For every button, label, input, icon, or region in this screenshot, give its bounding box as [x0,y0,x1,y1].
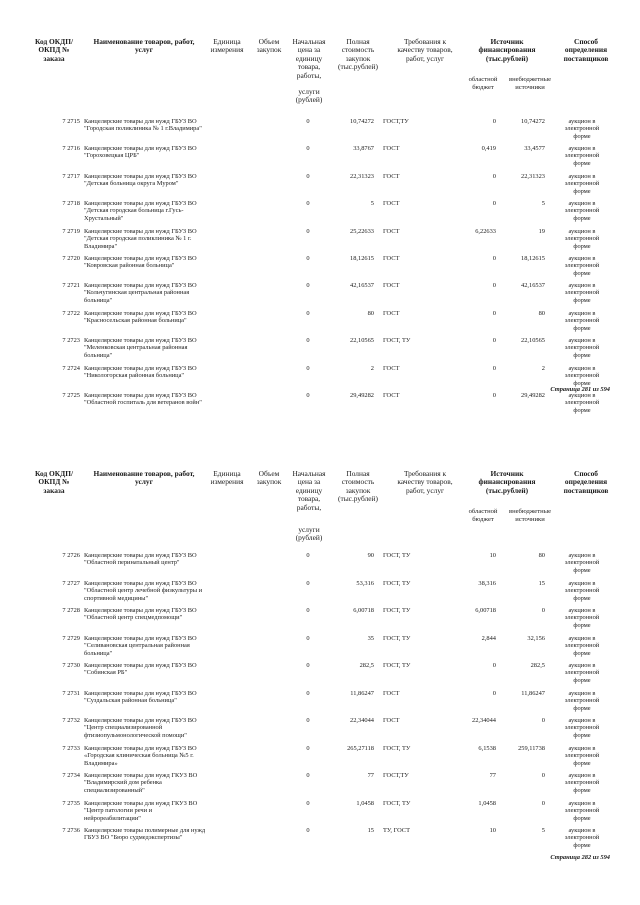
header-volume: Объем закупок [256,37,282,55]
header-volume: Объем закупок [256,469,282,487]
row-name: Канцелярские товары для нужд ГБУЗ ВО "Детская городская больница г.Гусь-Хрустальный" [84,200,197,222]
header-extrabudget: внебюджетные источники [508,508,552,523]
header-price: Начальная цена за единицу товара, работы, [292,37,326,80]
header-unit: Единица измерения [210,469,244,487]
row-code: 7 2726 [62,552,80,559]
row-procurement-method: аукцион в электронной форме [564,365,600,387]
row-extrabudget: 80 [538,552,545,559]
row-requirements: ГОСТ, ТУ [383,635,411,642]
row-total-cost: 265,27118 [347,745,374,752]
row-code: 7 2732 [62,717,80,724]
row-total-cost: 25,22633 [350,228,374,235]
row-code: 7 2721 [62,282,80,289]
header-funding: Источник финансирования (тыс.рублей) [478,37,536,63]
row-code: 7 2730 [62,662,80,669]
row-name: Канцелярские товары полимерные для нужд ГБУЗ ВО "Бюро судмедэкспертизы" [84,827,206,842]
row-code: 7 2719 [62,228,80,235]
header-method: Способ определения поставщиков [563,469,609,495]
row-extrabudget: 0 [541,800,545,807]
page-281-section [0,36,640,456]
row-regional-budget: 10 [489,552,496,559]
row-name: Канцелярские товары для нужд ГБУЗ ВО "Областной перинатальный центр" [84,552,197,567]
row-regional-budget: 0 [492,118,496,125]
row-total-cost: 53,316 [356,580,374,587]
row-code: 7 2729 [62,635,80,642]
row-extrabudget: 33,4577 [524,145,545,152]
row-requirements: ГОСТ [383,228,400,235]
row-extrabudget: 29,49282 [521,392,545,399]
row-extrabudget: 32,156 [527,635,545,642]
row-regional-budget: 0 [492,310,496,317]
row-extrabudget: 5 [541,200,545,207]
row-total-cost: 77 [367,772,374,779]
row-name: Канцелярские товары для нужд ГБУЗ ВО "Меленковская центральная районная больница" [84,337,197,359]
row-name: Канцелярские товары для нужд ГБУЗ ВО "Суздальская районная больница" [84,690,197,705]
row-requirements: ГОСТ [383,365,400,372]
row-name: Канцелярские товары для нужд ГБУЗ ВО "Областной центр лечебной физкультуры и спортивной медицины" [84,580,203,602]
row-unit-price: 0 [306,228,310,235]
row-requirements: ГОСТ, ТУ [383,662,411,669]
row-requirements: ГОСТ, ТУ [383,580,411,587]
row-unit-price: 0 [306,282,310,289]
row-extrabudget: 11,86247 [521,690,545,697]
row-extrabudget: 282,5 [530,662,545,669]
row-procurement-method: аукцион в электронной форме [564,827,600,849]
row-code: 7 2715 [62,118,80,125]
row-total-cost: 90 [367,552,374,559]
row-regional-budget: 0 [492,392,496,399]
row-code: 7 2735 [62,800,80,807]
row-code: 7 2722 [62,310,80,317]
row-total-cost: 11,86247 [350,690,374,697]
row-extrabudget: 0 [541,717,545,724]
row-procurement-method: аукцион в электронной форме [564,173,600,195]
row-unit-price: 0 [306,552,310,559]
row-unit-price: 0 [306,690,310,697]
row-regional-budget: 0 [492,282,496,289]
header-total: Полная стоимость закупок (тыс.рублей) [338,469,378,504]
row-requirements: ГОСТ, ТУ [383,337,411,344]
row-regional-budget: 6,22633 [475,228,496,235]
row-extrabudget: 15 [538,580,545,587]
row-code: 7 2723 [62,337,80,344]
row-name: Канцелярские товары для нужд ГБУЗ ВО "Областной центр спецмедпомощи" [84,607,197,622]
page-number: Страница 282 из 594 [550,854,610,861]
row-extrabudget: 0 [541,772,545,779]
header-funding: Источник финансирования (тыс.рублей) [478,469,536,495]
row-unit-price: 0 [306,745,310,752]
row-regional-budget: 2,844 [481,635,496,642]
row-total-cost: 18,12615 [350,255,374,262]
row-unit-price: 0 [306,200,310,207]
row-extrabudget: 10,74272 [521,118,545,125]
row-regional-budget: 38,316 [478,580,496,587]
row-extrabudget: 80 [538,310,545,317]
row-regional-budget: 77 [489,772,496,779]
row-total-cost: 2 [370,365,374,372]
row-total-cost: 80 [367,310,374,317]
row-total-cost: 29,49282 [350,392,374,399]
row-total-cost: 22,10565 [350,337,374,344]
header-unit: Единица измерения [210,37,244,55]
row-regional-budget: 0 [492,365,496,372]
row-regional-budget: 6,1538 [478,745,496,752]
row-code: 7 2734 [62,772,80,779]
header-name: Наименование товаров, работ, услуг [93,37,195,55]
row-unit-price: 0 [306,392,310,399]
row-requirements: ГОСТ, ТУ [383,800,411,807]
row-extrabudget: 42,16537 [521,282,545,289]
row-procurement-method: аукцион в электронной форме [564,228,600,250]
row-code: 7 2720 [62,255,80,262]
row-requirements: ТУ, ГОСТ [383,827,410,834]
row-code: 7 2725 [62,392,80,399]
row-extrabudget: 259,11738 [518,745,545,752]
row-regional-budget: 10 [489,827,496,834]
row-procurement-method: аукцион в электронной форме [564,552,600,574]
row-requirements: ГОСТ [383,310,400,317]
row-procurement-method: аукцион в электронной форме [564,200,600,222]
row-name: Канцелярские товары для нужд ГБУЗ ВО "Селивановская центральная районная больница" [84,635,197,657]
row-total-cost: 42,16537 [350,282,374,289]
row-extrabudget: 22,31323 [521,173,545,180]
row-total-cost: 1,0458 [356,800,374,807]
row-code: 7 2724 [62,365,80,372]
row-name: Канцелярские товары для нужд ГБУЗ ВО "Городская поликлиника № 1 г.Владимира" [84,118,202,133]
header-extrabudget: внебюджетные источники [508,76,552,91]
header-requirements: Требования к качеству товаров, работ, услуг [397,37,453,63]
row-total-cost: 10,74272 [350,118,374,125]
row-name: Канцелярские товары для нужд ГБУЗ ВО "Ковровская районная больница" [84,255,197,270]
row-requirements: ГОСТ [383,200,400,207]
row-unit-price: 0 [306,173,310,180]
row-requirements: ГОСТ [383,255,400,262]
row-procurement-method: аукцион в электронной форме [564,337,600,359]
row-code: 7 2718 [62,200,80,207]
row-code: 7 2717 [62,173,80,180]
row-requirements: ГОСТ, ТУ [383,552,411,559]
row-procurement-method: аукцион в электронной форме [564,690,600,712]
row-unit-price: 0 [306,337,310,344]
row-name: Канцелярские товары для нужд ГКУЗ ВО "Центр патологии речи и нейрореабилитации" [84,800,198,822]
row-requirements: ГОСТ [383,282,400,289]
row-requirements: ГОСТ [383,145,400,152]
row-code: 7 2731 [62,690,80,697]
row-name: Канцелярские товары для нужд ГБУЗ ВО "Гороховецкая ЦРБ" [84,145,197,160]
row-requirements: ГОСТ [383,717,400,724]
row-requirements: ГОСТ,ТУ [383,772,409,779]
header-code: Код ОКДП/ ОКПД № заказа [34,37,74,63]
row-total-cost: 35 [367,635,374,642]
header-total: Полная стоимость закупок (тыс.рублей) [338,37,378,72]
row-requirements: ГОСТ [383,690,400,697]
row-name: Канцелярские товары для нужд ГБУЗ ВО "Красносельская районная больница" [84,310,197,325]
row-requirements: ГОСТ, ТУ [383,745,411,752]
row-name: Канцелярские товары для нужд ГБУЗ ВО "Собинская РБ" [84,662,197,677]
header-price: Начальная цена за единицу товара, работы, [292,469,326,512]
row-code: 7 2716 [62,145,80,152]
row-procurement-method: аукцион в электронной форме [564,255,600,277]
row-procurement-method: аукцион в электронной форме [564,145,600,167]
page-number: Страница 281 из 594 [550,386,610,393]
row-total-cost: 15 [367,827,374,834]
header-price-tail: услуги (рублей) [295,87,323,105]
table-header [0,468,640,588]
row-procurement-method: аукцион в электронной форме [564,607,600,629]
row-name: Канцелярские товары для нужд ГКУЗ ВО "Владимирский дом ребенка специализированный" [84,772,198,794]
row-procurement-method: аукцион в электронной форме [564,392,600,414]
row-name: Канцелярские товары для нужд ГБУЗ ВО "Центр специализированной фтизиопульмонологической помощи" [84,717,197,739]
row-extrabudget: 18,12615 [521,255,545,262]
row-unit-price: 0 [306,118,310,125]
header-method: Способ определения поставщиков [563,37,609,63]
row-total-cost: 22,31323 [350,173,374,180]
row-name: Канцелярские товары для нужд ГБУЗ ВО "Кольчугинская центральная районная больница" [84,282,197,304]
row-total-cost: 5 [370,200,374,207]
row-regional-budget: 0 [492,690,496,697]
row-procurement-method: аукцион в электронной форме [564,745,600,767]
row-regional-budget: 0 [492,662,496,669]
row-regional-budget: 0 [492,337,496,344]
row-code: 7 2728 [62,607,80,614]
row-regional-budget: 0 [492,173,496,180]
row-total-cost: 6,00718 [353,607,374,614]
row-procurement-method: аукцион в электронной форме [564,772,600,794]
row-name: Канцелярские товары для нужд ГБУЗ ВО "Детская больница округа Муром" [84,173,197,188]
row-procurement-method: аукцион в электронной форме [564,800,600,822]
row-unit-price: 0 [306,662,310,669]
row-regional-budget: 6,00718 [475,607,496,614]
row-requirements: ГОСТ,ТУ [383,118,409,125]
row-unit-price: 0 [306,717,310,724]
header-regional: областной бюджет [468,508,498,523]
row-total-cost: 33,8767 [353,145,374,152]
row-procurement-method: аукцион в электронной форме [564,635,600,657]
row-procurement-method: аукцион в электронной форме [564,310,600,332]
row-extrabudget: 19 [538,228,545,235]
row-unit-price: 0 [306,310,310,317]
row-requirements: ГОСТ, ТУ [383,607,411,614]
page-282-section [0,468,640,888]
row-unit-price: 0 [306,827,310,834]
row-procurement-method: аукцион в электронной форме [564,118,600,140]
row-extrabudget: 2 [541,365,545,372]
row-name: Канцелярские товары для нужд ГБУЗ ВО «Городская клиническая больница №5 г. Владимира» [84,745,197,767]
row-name: Канцелярские товары для нужд ГБУЗ ВО "Областной госпиталь для ветеранов войн" [84,392,202,407]
row-code: 7 2727 [62,580,80,587]
row-procurement-method: аукцион в электронной форме [564,282,600,304]
row-regional-budget: 22,34044 [472,717,496,724]
row-extrabudget: 5 [541,827,545,834]
row-code: 7 2736 [62,827,80,834]
header-price-tail: услуги (рублей) [295,525,323,543]
row-unit-price: 0 [306,145,310,152]
row-unit-price: 0 [306,772,310,779]
row-unit-price: 0 [306,365,310,372]
row-extrabudget: 22,10565 [521,337,545,344]
row-total-cost: 282,5 [359,662,374,669]
row-extrabudget: 0 [541,607,545,614]
row-regional-budget: 1,0458 [478,800,496,807]
row-regional-budget: 0,419 [481,145,496,152]
header-requirements: Требования к качеству товаров, работ, услуг [397,469,453,495]
row-total-cost: 22,34044 [350,717,374,724]
row-unit-price: 0 [306,800,310,807]
header-name: Наименование товаров, работ, услуг [93,469,195,487]
row-requirements: ГОСТ [383,173,400,180]
row-code: 7 2733 [62,745,80,752]
row-unit-price: 0 [306,580,310,587]
row-unit-price: 0 [306,255,310,262]
header-code: Код ОКДП/ ОКПД № заказа [34,469,74,495]
row-procurement-method: аукцион в электронной форме [564,662,600,684]
table-header [0,36,640,156]
row-unit-price: 0 [306,607,310,614]
row-regional-budget: 0 [492,200,496,207]
row-regional-budget: 0 [492,255,496,262]
row-unit-price: 0 [306,635,310,642]
header-regional: областной бюджет [468,76,498,91]
row-procurement-method: аукцион в электронной форме [564,717,600,739]
row-procurement-method: аукцион в электронной форме [564,580,600,602]
row-requirements: ГОСТ [383,392,400,399]
row-name: Канцелярские товары для нужд ГБУЗ ВО "Детская городская поликлиника № 1 г. Владимира" [84,228,197,250]
row-name: Канцелярские товары для нужд ГБУЗ ВО "Никологорская районная больница" [84,365,197,380]
